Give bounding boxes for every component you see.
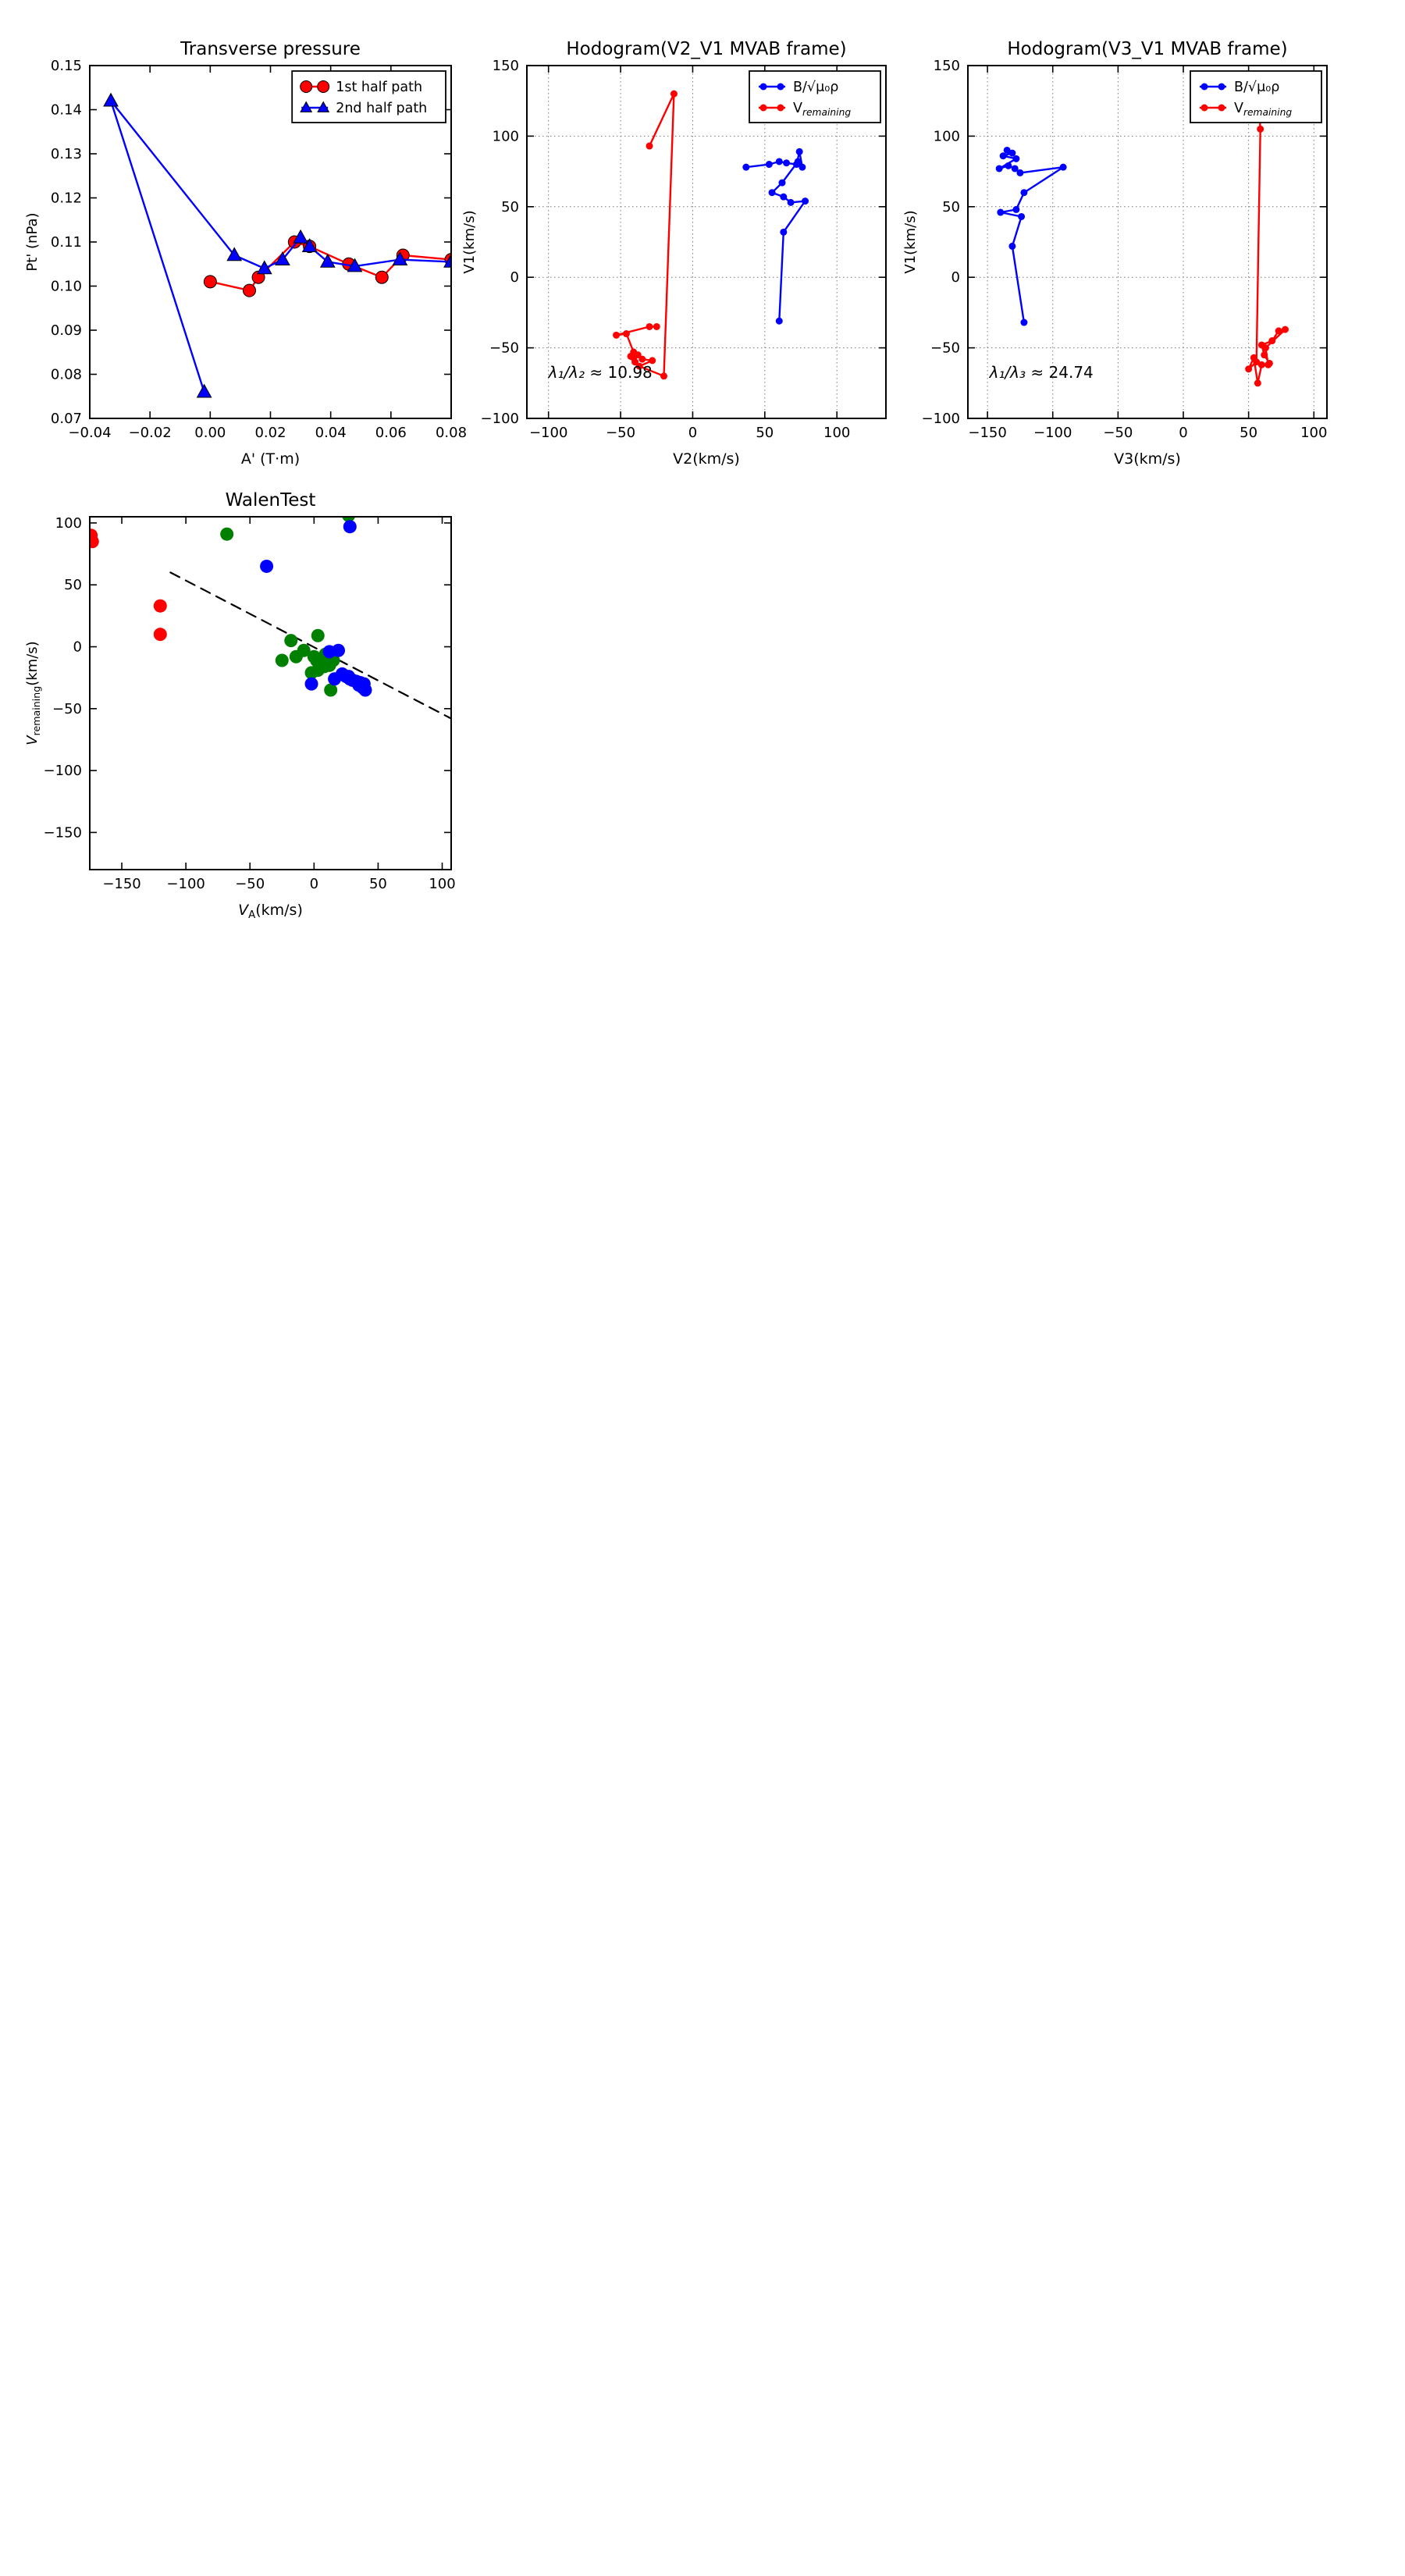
y-tick-label: 0.15 [50,58,82,74]
y-tick-label: 0 [73,639,82,656]
legend [292,71,446,123]
x-tick-label: −50 [606,425,636,441]
series-2nd half path [104,94,458,397]
x-tick-label: −100 [166,876,205,892]
x-tick-label: 0.04 [315,425,347,441]
panel-title: Transverse pressure [180,39,361,59]
panel-title: WalenTest [225,490,316,511]
y-tick-label: −100 [480,411,519,427]
x-tick-label: 100 [429,876,456,892]
panel-hodogram-v3v1-mvab [902,39,1327,468]
x-tick-label: −150 [968,425,1007,441]
series-group [84,509,451,719]
legend-label: $V_{remaining}$ [1234,101,1293,118]
x-tick-label: 0.08 [435,425,468,441]
x-tick-label: −50 [235,876,265,892]
y-tick-label: −100 [43,763,82,780]
legend-label: $V_{remaining}$ [793,101,852,118]
x-tick-label: −0.02 [128,425,172,441]
eigenvalue-annotation: λ₁/λ₂ ≈ 10.98 [548,363,653,382]
x-tick-label: 50 [1240,425,1258,441]
series-scatter-green [220,509,355,697]
x-tick-label: 50 [368,876,387,892]
y-tick-label: −50 [489,340,519,357]
legend [749,71,880,123]
x-tick-label: 50 [756,425,774,441]
y-tick-label: 100 [933,128,960,145]
y-tick-label: 150 [933,58,960,74]
y-tick-label: 0 [951,269,960,286]
panel-transverse-pressure [24,39,467,468]
x-tick-label: 0.02 [254,425,286,441]
y-tick-label: 0 [510,269,519,286]
legend-label: B/√μ₀ρ [793,80,839,95]
x-axis-label: V2(km/s) [673,450,740,468]
panel-title: Hodogram(V3_V1 MVAB frame) [1007,39,1288,59]
y-tick-label: 0.12 [50,190,82,207]
y-tick-label: −50 [930,340,960,357]
y-tick-label: 0.14 [50,101,82,119]
eigenvalue-annotation: λ₁/λ₃ ≈ 24.74 [989,363,1094,382]
y-tick-label: −100 [921,411,960,427]
x-axis-label: A' (T·m) [240,450,301,468]
y-tick-label: 100 [55,514,82,532]
y-tick-label: 0.11 [50,234,82,251]
y-tick-label: 0.07 [50,411,82,427]
legend-label: 2nd half path [336,101,428,116]
x-axis-label: V3(km/s) [1114,450,1181,468]
series-V remaining [613,91,678,380]
x-tick-label: −50 [1103,425,1133,441]
x-tick-label: −0.04 [68,425,112,441]
y-axis-label: Pt' (nPa) [24,212,41,272]
series-B/sqrt(mu0 rho) [996,147,1067,326]
x-tick-label: 0 [688,425,698,441]
panel-walen-test [24,490,456,921]
y-tick-label: −150 [43,824,82,841]
x-tick-label: 100 [1300,425,1328,441]
series-fit [170,572,451,718]
series-group [613,91,809,380]
x-tick-label: 0 [309,876,319,892]
x-tick-label: −100 [528,425,568,441]
x-tick-label: 100 [823,425,851,441]
legend-label: 1st half path [336,80,423,95]
y-tick-label: 150 [492,58,519,74]
x-tick-label: 0.06 [375,425,407,441]
x-tick-label: −150 [102,876,141,892]
legend [1190,71,1321,123]
y-tick-label: 0.09 [50,322,82,339]
x-tick-label: 0.00 [194,425,226,441]
panel-title: Hodogram(V2_V1 MVAB frame) [566,39,847,59]
y-tick-label: 0.10 [50,278,82,295]
y-tick-label: 0.08 [50,366,82,383]
legend-label: B/√μ₀ρ [1234,80,1280,95]
y-tick-label: 100 [492,128,519,145]
y-axis-label: V1(km/s) [461,210,478,274]
series-B/sqrt(mu0 rho) [742,148,809,325]
panel-hodogram-v2v1-mvab [461,39,886,468]
y-tick-label: 50 [942,198,960,215]
y-axis-label: V1(km/s) [902,210,919,274]
y-tick-label: −50 [52,700,82,717]
series-group [104,94,458,397]
y-tick-label: 0.13 [50,146,82,162]
x-tick-label: −100 [1033,425,1072,441]
y-axis-label: $V_{remaining}(km/s)$ [24,641,42,745]
y-tick-label: 50 [64,577,82,594]
x-tick-label: 0 [1179,425,1188,441]
y-tick-label: 50 [501,198,519,215]
x-axis-label: $V_A(km/s)$ [238,902,303,922]
